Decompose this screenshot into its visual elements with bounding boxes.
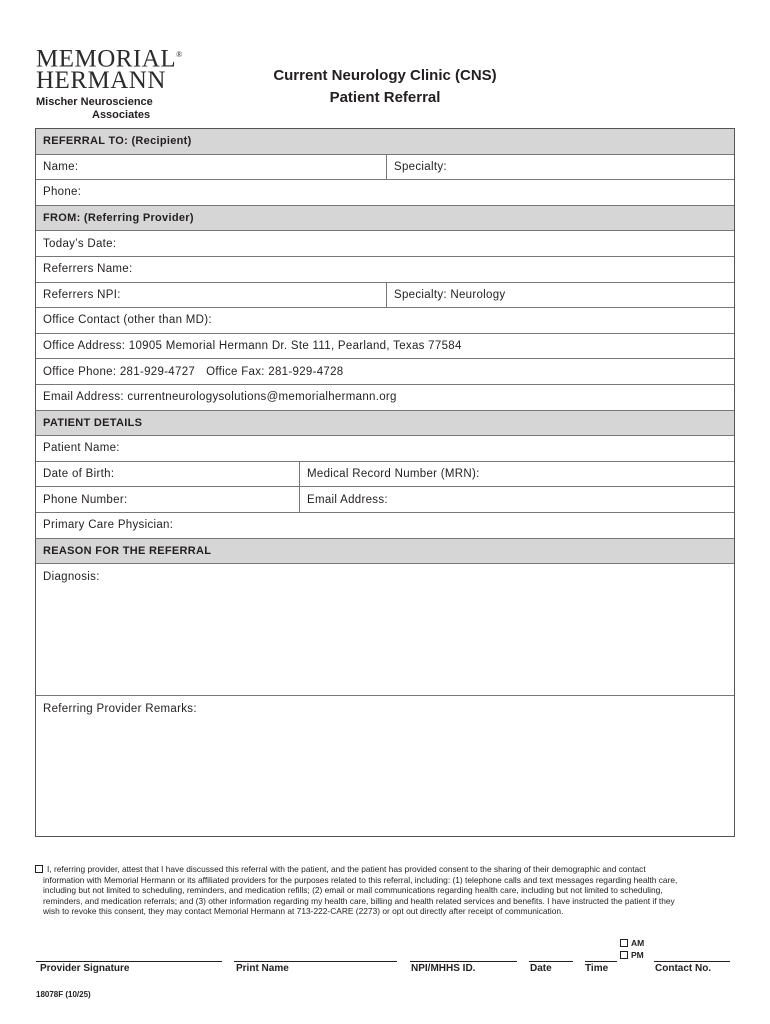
office-email-text: Email Address: currentneurologysolutions@memorialhermann.org xyxy=(43,391,397,404)
dob-row xyxy=(36,462,734,488)
phone-number-row xyxy=(36,487,734,513)
diagnosis-field[interactable]: Diagnosis: xyxy=(43,571,100,584)
am-option[interactable] xyxy=(620,938,644,948)
logo-line1: MEMORIAL xyxy=(36,45,177,73)
consent-attestation xyxy=(35,864,735,917)
office-address-text: Office Address: 10905 Memorial Hermann Dr. Ste 111, Pearland, Texas 77584 xyxy=(43,340,462,353)
office-contact-field[interactable]: Office Contact (other than MD): xyxy=(43,314,212,327)
consent-checkbox[interactable] xyxy=(35,865,43,873)
date-line[interactable] xyxy=(529,961,573,962)
primary-care-row xyxy=(36,513,734,539)
patient-name-field[interactable]: Patient Name: xyxy=(43,442,120,455)
office-fax-text: Office Fax: 281-929-4728 xyxy=(206,365,344,378)
recipient-specialty-field[interactable]: Specialty: xyxy=(386,155,734,180)
pm-label: PM xyxy=(631,950,644,960)
referrer-specialty-field: Specialty: Neurology xyxy=(386,283,734,308)
print-name-line[interactable] xyxy=(234,961,397,962)
provider-remarks-field[interactable]: Referring Provider Remarks: xyxy=(43,703,197,716)
patient-name-row xyxy=(36,436,734,462)
provider-signature-label: Provider Signature xyxy=(40,963,130,974)
mrn-field[interactable]: Medical Record Number (MRN): xyxy=(299,462,734,487)
am-label: AM xyxy=(631,938,645,948)
section-heading: PATIENT DETAILS xyxy=(43,416,143,429)
referrers-name-field[interactable]: Referrers Name: xyxy=(43,263,133,276)
logo-registered-mark: ® xyxy=(176,50,183,59)
referrers-npi-row xyxy=(36,283,734,309)
recipient-name-row xyxy=(36,155,734,181)
document-title: Current Neurology Clinic (CNS) xyxy=(273,67,497,84)
logo-subtitle-line1: Mischer Neuroscience xyxy=(36,96,153,109)
reason-header xyxy=(36,539,734,565)
pm-option[interactable] xyxy=(620,950,644,960)
office-phone-row xyxy=(36,359,734,385)
office-phone-text: Office Phone: 281-929-4727 xyxy=(43,365,196,378)
section-heading: REASON FOR THE REFERRAL xyxy=(43,544,212,557)
attestation-line: reminders, and medication referrals; and (3) other information regarding my health care, billing and health related services and benefits. I have instructed the patient if they xyxy=(43,895,675,906)
referral-form xyxy=(35,128,735,837)
document-subtitle: Patient Referral xyxy=(329,89,441,106)
memorial-hermann-logo xyxy=(36,44,183,122)
recipient-phone-field[interactable]: Phone: xyxy=(43,186,82,199)
logo-line2: HERMANN xyxy=(36,67,166,95)
section-heading: FROM: (Referring Provider) xyxy=(43,212,194,225)
logo-subtitle-line2: Associates xyxy=(92,109,151,122)
contact-label: Contact No. xyxy=(655,963,712,974)
time-label: Time xyxy=(585,963,609,974)
attestation-line: including but not limited to scheduling, reminders, and medication refills; (2) email or mail communications regarding health care, including but not limited to scheduling, xyxy=(43,885,663,896)
recipient-phone-row xyxy=(36,180,734,206)
office-address-row xyxy=(36,334,734,360)
patient-phone-field[interactable]: Phone Number: xyxy=(43,493,128,506)
office-contact-row xyxy=(36,308,734,334)
section-heading: REFERRAL TO: (Recipient) xyxy=(43,135,192,148)
attestation-line: information with Memorial Hermann or its affiliated providers for the purposes related to this referral, including: (1) telephone calls and text messages regarding health care, xyxy=(43,874,678,885)
npi-line[interactable] xyxy=(410,961,517,962)
patient-details-header xyxy=(36,411,734,437)
from-header xyxy=(36,206,734,232)
primary-care-field[interactable]: Primary Care Physician: xyxy=(43,519,174,532)
todays-date-field[interactable]: Today’s Date: xyxy=(43,237,117,250)
time-line[interactable] xyxy=(585,961,617,962)
referrers-npi-field[interactable]: Referrers NPI: xyxy=(43,288,121,301)
print-name-label: Print Name xyxy=(236,963,289,974)
recipient-name-field[interactable]: Name: xyxy=(43,160,79,173)
attestation-line: I, referring provider, attest that I have discussed this referral with the patient, and the patient has provided consent to the sharing of their demographic and contact xyxy=(47,864,646,874)
patient-email-field[interactable]: Email Address: xyxy=(299,487,734,512)
todays-date-row xyxy=(36,231,734,257)
date-of-birth-field[interactable]: Date of Birth: xyxy=(43,468,115,481)
provider-signature-line[interactable] xyxy=(36,961,222,962)
diagnosis-row xyxy=(36,564,734,696)
form-number: 18078F (10/25) xyxy=(36,990,91,999)
contact-line[interactable] xyxy=(654,961,730,962)
attestation-line: wish to revoke this consent, they may contact Memorial Hermann at 713-222-CARE (2273) or opt out directly after receipt of communication. xyxy=(43,906,564,917)
referrers-name-row xyxy=(36,257,734,283)
email-address-row xyxy=(36,385,734,411)
date-label: Date xyxy=(530,963,552,974)
referral-to-header xyxy=(36,129,734,155)
remarks-row xyxy=(36,696,734,836)
pm-checkbox[interactable] xyxy=(620,951,628,959)
am-checkbox[interactable] xyxy=(620,939,628,947)
npi-label: NPI/MHHS ID. xyxy=(411,963,476,974)
